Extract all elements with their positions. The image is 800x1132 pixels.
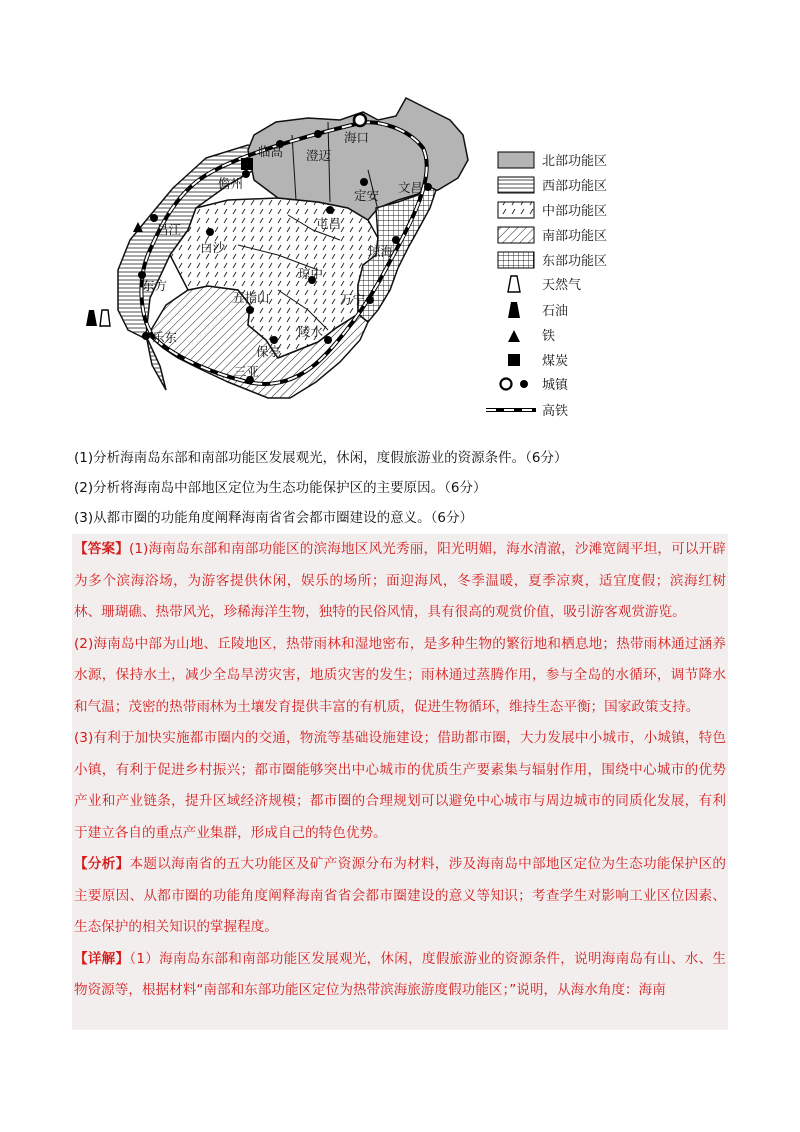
ledong-town — [142, 332, 150, 340]
legend-natural-gas-icon — [508, 276, 520, 292]
legend-label-natural-gas: 天然气 — [542, 278, 582, 293]
question-1: (1)分析海南岛东部和南部功能区发展观光，休闲，度假旅游业的资源条件。（6分） — [74, 450, 568, 466]
answer-section — [72, 534, 728, 1030]
city-label-chengmai: 澄迈 — [306, 148, 332, 163]
legend-label-south: 南部功能区 — [542, 229, 608, 244]
answer-tag: 【答案】 — [74, 541, 130, 557]
detail-paragraph — [74, 944, 726, 1007]
tunchang-town — [326, 206, 334, 214]
city-label-wenchang: 文昌 — [398, 180, 424, 195]
legend-label-petroleum: 石油 — [542, 304, 569, 319]
legend-label-east: 东部功能区 — [542, 254, 608, 269]
city-label-wanning: 万宁 — [340, 292, 366, 307]
legend-label-central: 中部功能区 — [542, 204, 608, 219]
answer-text-1: (1)海南岛东部和南部功能区的滨海地区风光秀丽，阳光明媚，海水清澈，沙滩宽阔平坦，可以开辟为多个滨海浴场，为游客提供休闲，娱乐的场所；面迎海风，冬季温暖，夏季凉爽，适宜度假；滨海红树林、珊瑚礁、热带风光，珍稀海洋生物，独特的民俗风情，具有很高的观赏价值，吸引游客观赏游览。 — [74, 541, 726, 620]
city-label-qiongzhong: 琼中 — [298, 266, 324, 281]
analysis-tag: 【分析】 — [74, 856, 130, 872]
city-label-baisha: 白沙 — [200, 240, 226, 255]
city-label-wuzhishan: 五指山 — [232, 290, 270, 305]
city-label-ledong: 乐东 — [152, 330, 178, 345]
legend-iron-icon — [508, 330, 520, 342]
answer-paragraph-1 — [74, 534, 726, 629]
chengmai-town — [314, 130, 322, 138]
detail-text: （1）海南岛东部和南部功能区发展观光，休闲，度假旅游业的资源条件，说明海南岛有山、水、生物资源等，根据材料“南部和东部功能区定位为热带滨海旅游度假功能区；”说明，从海水角度：海南 — [74, 950, 726, 998]
analysis-paragraph — [74, 849, 726, 944]
hainan-function-zone-map — [78, 90, 638, 425]
east-zone-swatch — [498, 252, 534, 268]
city-label-lingao: 临高 — [258, 144, 284, 159]
legend-label-town: 城镇 — [542, 378, 569, 393]
wenchang-town — [424, 183, 432, 191]
legend-coal-icon — [508, 354, 520, 366]
map-legend — [486, 152, 607, 419]
detail-tag: 【详解】 — [74, 950, 130, 967]
question-2: (2)分析将海南岛中部地区定位为生态功能保护区的主要原因。（6分） — [74, 480, 487, 496]
central-zone-swatch — [498, 202, 534, 218]
legend-town-hollow-icon — [501, 379, 512, 390]
north-zone-swatch — [498, 152, 534, 168]
changjiang-town — [150, 214, 158, 222]
qionghai-town — [392, 236, 400, 244]
lingshui-town — [324, 336, 332, 344]
petroleum-icon — [86, 310, 97, 326]
coal-icon — [241, 158, 253, 170]
baoting-town — [270, 336, 278, 344]
natural-gas-icon — [100, 310, 110, 326]
city-label-dingan: 定安 — [354, 188, 380, 203]
wuzhishan-town — [246, 306, 254, 314]
wanning-town — [366, 296, 374, 304]
legend-label-rail: 高铁 — [542, 404, 569, 419]
dingan-town — [360, 178, 368, 186]
legend-label-coal: 煤炭 — [542, 354, 569, 369]
baisha-town — [206, 228, 214, 236]
city-label-danzhou: 儋州 — [218, 176, 244, 191]
city-label-changjiang: 昌江 — [156, 222, 182, 237]
south-zone-swatch — [498, 227, 534, 243]
question-3: (3)从都市圈的功能角度阐释海南省省会都市圈建设的意义。（6分） — [74, 510, 473, 526]
analysis-text: 本题以海南省的五大功能区及矿产资源分布为材料，涉及海南岛中部地区定位为生态功能保护区的主要原因、从都市圈的功能角度阐释海南省省会都市圈建设的意义等知识；考查学生对影响工业区位因素、生态保护的相关知识的掌握程度。 — [74, 856, 726, 935]
answer-paragraph-3: (3)有利于加快实施都市圈内的交通，物流等基础设施建设；借助都市圈，大力发展中小城市，小城镇，特色小镇，有利于促进乡村振兴；都市圈能够突出中心城市的优质生产要素集与辐射作用，围绕中心城市的优势产业和产业链条，提升区域经济规模；都市圈的合理规划可以避免中心城市与周边城市的同质化发展，有利于建立各自的重点产业集群，形成自己的特色优势。 — [74, 730, 726, 841]
haikou-town — [354, 114, 366, 126]
city-label-dongfang: 东方 — [142, 278, 168, 293]
city-label-haikou: 海口 — [344, 130, 370, 145]
city-label-baoting: 保亭 — [256, 344, 282, 359]
answer-paragraph-2: (2)海南岛中部为山地、丘陵地区，热带雨林和湿地密布，是多种生物的繁衍地和栖息地；热带雨林通过涵养水源，保持水土，减少全岛旱涝灾害，地质灾害的发生；雨林通过蒸腾作用，参与全岛的水循环，调节降水和气温；茂密的热带雨林为土壤发育提供丰富的有机质，促进生物循环，维持生态平衡；国家政策支持。 — [74, 635, 726, 715]
city-label-sanya: 三亚 — [234, 364, 260, 379]
city-label-lingshui: 陵水 — [298, 324, 324, 339]
city-label-tunchang: 屯昌 — [316, 216, 342, 231]
city-label-qionghai: 琼海 — [368, 244, 394, 259]
legend-label-west: 西部功能区 — [542, 179, 608, 194]
danzhou-town — [242, 170, 250, 178]
legend-town-dot-icon — [520, 380, 528, 388]
legend-label-iron: 铁 — [542, 329, 556, 344]
legend-label-north: 北部功能区 — [542, 154, 608, 169]
legend-petroleum-icon — [508, 302, 520, 318]
west-zone-swatch — [498, 177, 534, 193]
